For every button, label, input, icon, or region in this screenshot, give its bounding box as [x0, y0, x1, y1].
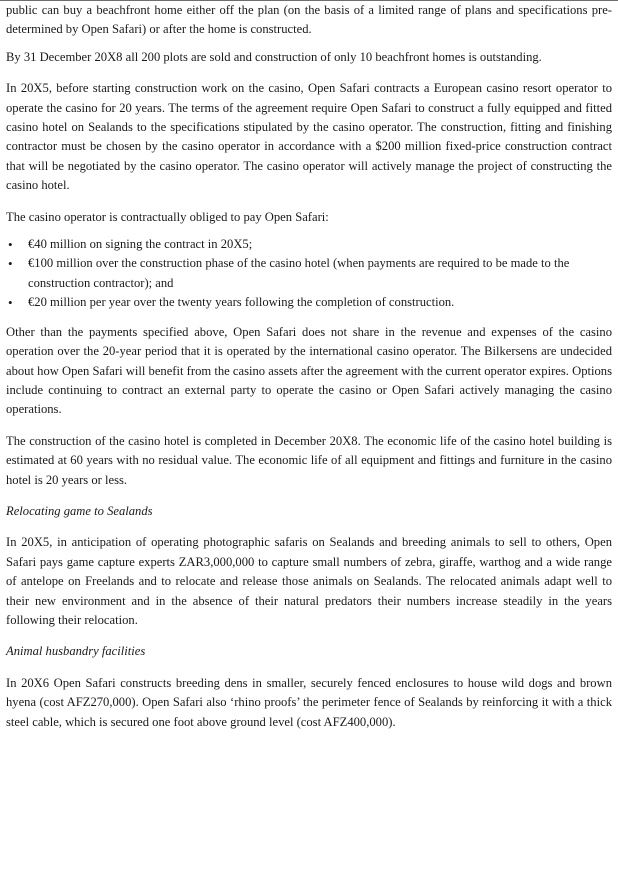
payment-item-construction: • €100 million over the construction phase of the casino hotel (when payments are required to be made to the construction contractor); and — [6, 254, 612, 293]
heading-animal-husbandry: Animal husbandry facilities — [6, 644, 146, 659]
paragraph-animal-husbandry: In 20X6 Open Safari constructs breeding dens in smaller, securely fenced enclosures to house wild dogs and brown hyena (cost AFZ270,000). Open Safari also ‘rhino proofs’ the perimeter fence of Sealands by reinforcing it with a thick steel cable, which is secured one foot above ground level (cost AFZ400,000). — [6, 675, 612, 729]
paragraph-revenue-sharing: Other than the payments specified above, Open Safari does not share in the revenue and expenses of the casino operation over the 20-year period that it is operated by the international casino operator. The Bilkersens are undecided about how Open Safari will benefit from the casino assets after the agreement with the current operator expires. Options include continuing to contract an external party to operate the casino or Open Safari actively managing the casino operations. — [6, 324, 612, 417]
paragraph-economic-life: The construction of the casino hotel is completed in December 20X8. The economic life of the casino hotel building is estimated at 60 years with no residual value. The economic life of all equipment and fittings and furniture in the casino hotel is 20 years or less. — [6, 433, 612, 487]
payment-list — [6, 235, 612, 313]
paragraph-beachfront-purchase: public can buy a beachfront home either off the plan (on the basis of a limited range of plans and specifications pre-determined by Open Safari) or after the home is constructed. — [6, 3, 612, 37]
document-body — [6, 1, 612, 744]
paragraph-payment-intro: The casino operator is contractually obliged to pay Open Safari: — [6, 209, 329, 224]
payment-item-annual: • €20 million per year over the twenty years following the completion of construction. — [6, 293, 612, 312]
paragraph-casino-contract: In 20X5, before starting construction work on the casino, Open Safari contracts a European casino resort operator to operate the casino for 20 years. The terms of the agreement require Open Safari to construct a fully equipped and fitted casino hotel on Sealands to the specifications stipulated by the casino operator. The construction, fitting and finishing contractor must be chosen by the casino operator in accordance with a $200 million fixed-price construction contract that will be negotiated by the casino operator. The casino operator will actively manage the project of constructing the casino hotel. — [6, 81, 612, 193]
payment-item-signing: • €40 million on signing the contract in 20X5; — [6, 235, 612, 254]
heading-relocating-game: Relocating game to Sealands — [6, 503, 153, 518]
paragraph-relocating-game: In 20X5, in anticipation of operating photographic safaris on Sealands and breeding animals to sell to others, Open Safari pays game capture experts ZAR3,000,000 to capture small numbers of zebra, giraffe, warthog and a wide range of antelope on Freelands and to relocate and release those animals on Sealands. The relocated animals adapt well to their new environment and in the absence of their natural predators their numbers increase steadily in the years following their relocation. — [6, 535, 612, 627]
paragraph-plots-sold: By 31 December 20X8 all 200 plots are sold and construction of only 10 beachfront homes is outstanding. — [6, 49, 542, 64]
